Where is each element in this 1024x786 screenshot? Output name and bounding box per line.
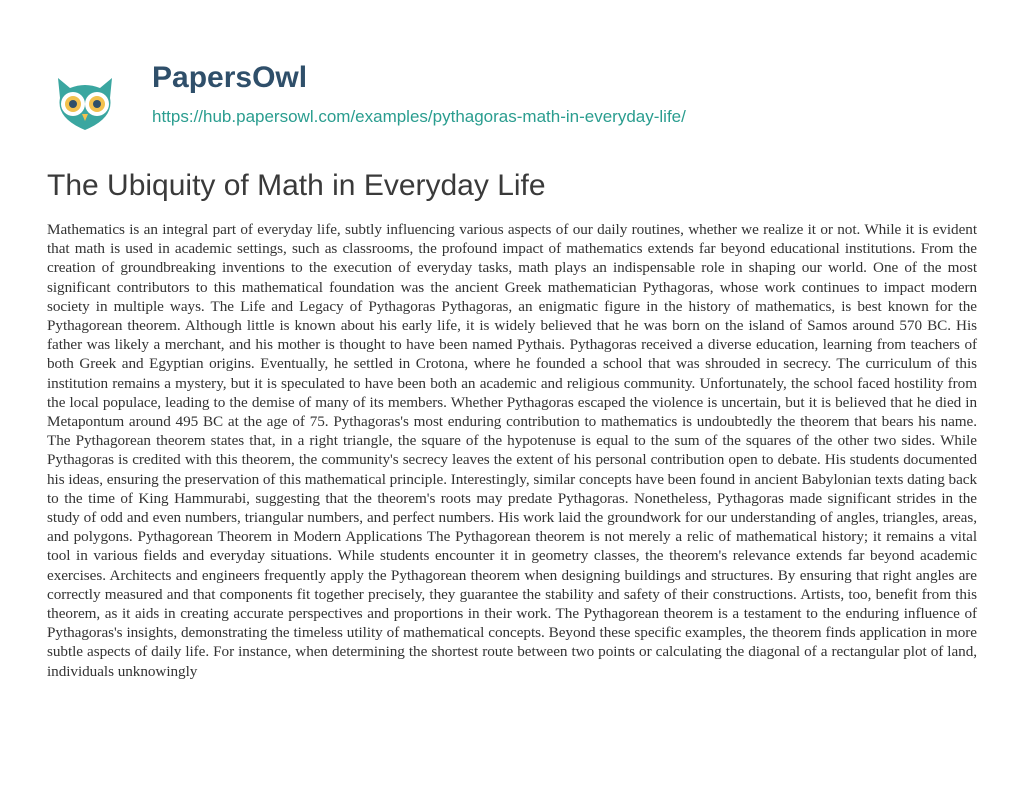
article-body: Mathematics is an integral part of everyday life, subtly influencing various aspects of our daily routines, whether we realize it or not. While it is evident that math is used in academic settings, such as classrooms, the profound impact of mathematics extends far beyond educational institutions. From the creation of groundbreaking inventions to the execution of everyday tasks, math plays an indispensable role in shaping our world. One of the most significant contributors to this mathematical foundation was the ancient Greek mathematician Pythagoras, whose work continues to impact modern society in multiple ways. The Life and Legacy of Pythagoras Pythagoras, an enigmatic figure in the history of mathematics, is best known for the Pythagorean theorem. Although little is known about his early life, it is widely believed that he was born on the island of Samos around 570 BC. His father was likely a merchant, and his mother is thought to have been named Pythais. Pythagoras received a diverse education, learning from teachers of both Greek and Egyptian origins. Eventually, he settled in Crotona, where he founded a school that was shrouded in secrecy. The curriculum of this institution remains a mystery, but it is speculated to have been both an academic and religious community. Unfortunately, the school faced hostility from the local populace, leading to the demise of many of its members. Whether Pythagoras escaped the violence is uncertain, but it is believed that he died in Metapontum around 495 BC at the age of 75. Pythagoras's most enduring contribution to mathematics is undoubtedly the theorem that bears his name. The Pythagorean theorem states that, in a right triangle, the square of the hypotenuse is equal to the sum of the squares of the other two sides. While Pythagoras is credited with this theorem, the community's secrecy leaves the extent of his personal contribution open to debate. His students documented his ideas, ensuring the preservation of this mathematical principle. Interestingly, similar concepts have been found in ancient Babylonian texts dating back to the time of King Hammurabi, suggesting that the theorem's roots may predate Pythagoras. Nonetheless, Pythagoras made significant strides in the study of odd and even numbers, triangular numbers, and perfect numbers. His work laid the groundwork for our understanding of angles, triangles, areas, and polygons. Pythagorean Theorem in Modern Applications The Pythagorean theorem is not merely a relic of mathematical history; it remains a vital tool in various fields and everyday situations. While students encounter it in geometry classes, the theorem's relevance extends far beyond academic exercises. Architects and engineers frequently apply the Pythagorean theorem when designing buildings and structures. By ensuring that right angles are correctly measured and that components fit together precisely, they guarantee the stability and safety of their constructions. Artists, too, benefit from this theorem, as it aids in creating accurate perspectives and proportions in their work. The Pythagorean theorem is a testament to the enduring influence of Pythagoras's insights, demonstrating the timeless utility of mathematical concepts. Beyond these specific examples, the theorem finds application in more subtle aspects of daily life. For instance, when determining the shortest route between two points or calculating the diagonal of a rectangular plot of land, individuals unknowingly bbox=[47, 221, 977, 680]
owl-logo-icon bbox=[48, 70, 122, 134]
owl-right-pupil bbox=[93, 100, 101, 108]
owl-logo-svg bbox=[48, 70, 122, 134]
header bbox=[0, 0, 1024, 158]
owl-left-pupil bbox=[69, 100, 77, 108]
source-url-link[interactable]: https://hub.papersowl.com/examples/pythagoras-math-in-everyday-life/ bbox=[152, 107, 686, 126]
brand-name: PapersOwl bbox=[152, 61, 308, 94]
article-title: The Ubiquity of Math in Everyday Life bbox=[47, 169, 546, 202]
